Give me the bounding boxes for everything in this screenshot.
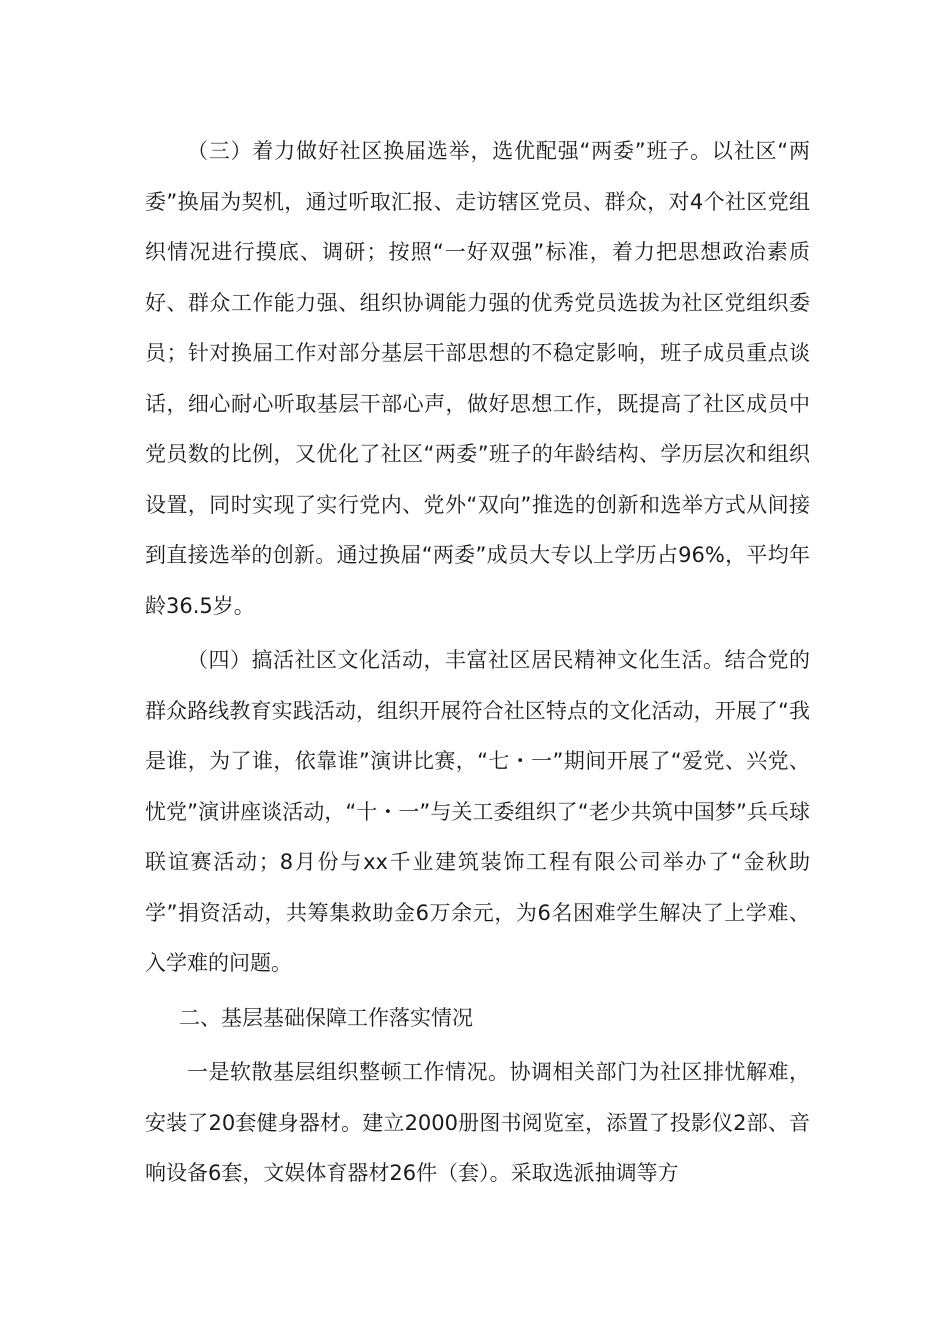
section-heading: 二、基层基础保障工作落实情况 bbox=[179, 1005, 473, 1030]
paragraph-grassroots-rectification: 一是软散基层组织整顿工作情况。协调相关部门为社区排忧解难，安装了20套健身器材。建立2000册图书阅览室，添置了投影仪2部、音响设备6套，文娱体育器材26件（套）。采取选派抽调等方 bbox=[145, 1060, 810, 1185]
paragraph-community-election: （三）着力做好社区换届选举，选优配强“两委”班子。以社区“两委”换届为契机，通过听取汇报、走访辖区党员、群众，对4个社区党组织情况进行摸底、调研；按照“一好双强”标准，着力把思想政治素质好、群众工作能力强、组织协调能力强的优秀党员选拔为社区党组织委员；针对换届工作对部分基层干部思想的不稳定影响，班子成员重点谈话，细心耐心听取基层干部心声，做好思想工作，既提高了社区成员中党员数的比例，又优化了社区“两委”班子的年龄结构、学历层次和组织设置，同时实现了实行党内、党外“双向”推选的创新和选举方式从间接到直接选举的创新。通过换届“两委”成员大专以上学历占96%，平均年龄36.5岁。 bbox=[145, 139, 810, 618]
document-body bbox=[145, 126, 810, 1203]
paragraph-community-culture: （四）搞活社区文化活动，丰富社区居民精神文化生活。结合党的群众路线教育实践活动，组织开展符合社区特点的文化活动，开展了“我是谁，为了谁，依靠谁”演讲比赛，“七・一”期间开展了“爱党、兴党、忧党”演讲座谈活动，“十・一”与关工委组织了“老少共筑中国梦”兵乓球联谊赛活动；8月份与xx千业建筑装饰工程有限公司举办了“金秋助学”捐资活动，共筹集救助金6万余元，为6名困难学生解决了上学难、入学难的问题。 bbox=[145, 648, 810, 975]
